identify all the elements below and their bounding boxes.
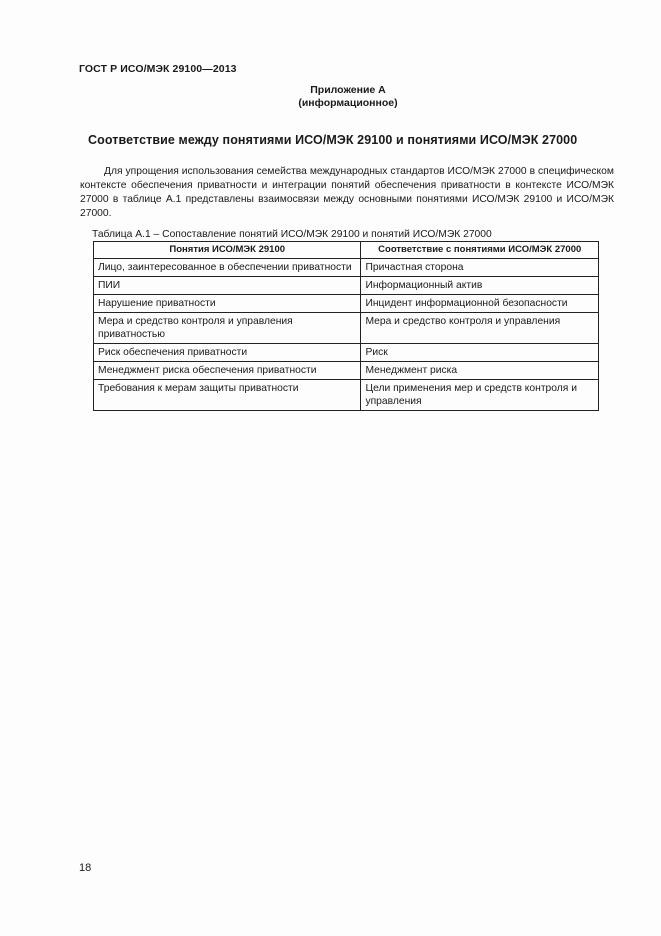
document-code: ГОСТ Р ИСО/МЭК 29100—2013	[79, 63, 237, 75]
page-number: 18	[79, 862, 92, 874]
table-row	[94, 295, 599, 313]
annex-label: Приложение А	[310, 84, 386, 96]
annex-status: (информационное)	[298, 97, 398, 109]
table-cell: Информационный актив	[361, 277, 599, 295]
table-header-cell: Соответствие с понятиями ИСО/МЭК 27000	[361, 242, 599, 259]
table-cell: Мера и средство контроля и управления приватностью	[94, 313, 361, 344]
table-cell: Риск обеспечения приватности	[94, 344, 361, 362]
table-header-row	[94, 242, 599, 259]
table-cell: Требования к мерам защиты приватности	[94, 380, 361, 411]
table-cell: ПИИ	[94, 277, 361, 295]
correspondence-table	[93, 241, 599, 411]
table-row	[94, 313, 599, 344]
table-cell: Причастная сторона	[361, 259, 599, 277]
table-cell: Нарушение приватности	[94, 295, 361, 313]
table-cell: Мера и средство контроля и управления	[361, 313, 599, 344]
table-cell: Риск	[361, 344, 599, 362]
table-cell: Менеджмент риска обеспечения приватности	[94, 362, 361, 380]
table-cell: Менеджмент риска	[361, 362, 599, 380]
intro-paragraph: Для упрощения использования семейства международных стандартов ИСО/МЭК 27000 в специфическом контексте обеспечения приватности и интеграции понятий обеспечения приватности в контексте ИСО/МЭК 27000 в таблице А.1 представлены взаимосвязи между основными понятиями ИСО/МЭК 29100 и ИСО/МЭК 27000.	[80, 166, 614, 219]
table-cell: Цели применения мер и средств контроля и управления	[361, 380, 599, 411]
table-row	[94, 362, 599, 380]
annex-heading	[0, 84, 661, 110]
table-cell: Лицо, заинтересованное в обеспечении приватности	[94, 259, 361, 277]
table-row	[94, 380, 599, 411]
table-cell: Инцидент информационной безопасности	[361, 295, 599, 313]
table-row	[94, 344, 599, 362]
annex-title: Соответствие между понятиями ИСО/МЭК 29100 и понятиями ИСО/МЭК 27000	[88, 133, 578, 147]
table-header-cell: Понятия ИСО/МЭК 29100	[94, 242, 361, 259]
table-row	[94, 259, 599, 277]
table-caption: Таблица А.1 – Сопоставление понятий ИСО/МЭК 29100 и понятий ИСО/МЭК 27000	[92, 229, 492, 240]
table-row	[94, 277, 599, 295]
